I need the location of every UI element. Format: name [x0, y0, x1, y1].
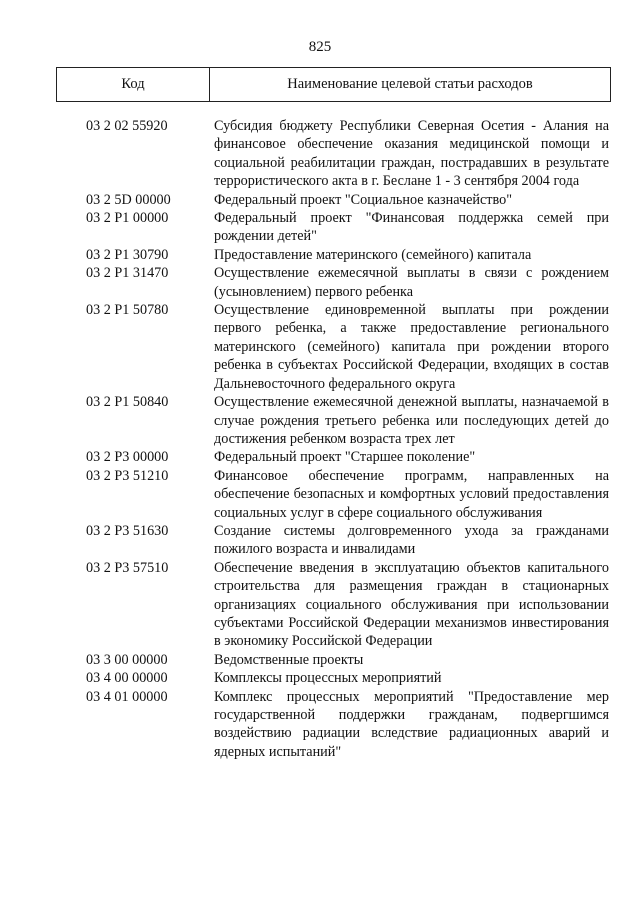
page-number: 825 — [308, 39, 332, 55]
row-code: 03 2 P1 30790 — [86, 246, 169, 263]
header-code: Код — [57, 68, 210, 101]
row-code: 03 4 01 00000 — [86, 688, 168, 705]
row-name: Федеральный проект "Старшее поколение" — [214, 449, 476, 466]
table-row — [56, 559, 611, 651]
row-name: Обеспечение введения в эксплуатацию объектов капитального строительства для размещения граждан в стационарных организациях социального обслуживания при использовании субъектами Российской Федерации механизмов инвестирования в экономику Российской Федерации — [214, 559, 609, 650]
row-code: 03 2 02 55920 — [86, 118, 168, 134]
row-name: Создание системы долговременного ухода за гражданами пожилого возраста и инвалидами — [214, 522, 609, 558]
row-code: 03 2 P1 31470 — [86, 265, 169, 282]
row-name: Федеральный проект "Финансовая поддержка семей при рождении детей" — [214, 210, 609, 245]
row-name: Осуществление ежемесячной выплаты в связи с рождением (усыновлением) первого ребенка — [214, 265, 609, 300]
table-row — [56, 651, 611, 669]
table-row — [56, 117, 611, 191]
row-code: 03 2 P1 00000 — [86, 210, 169, 227]
table-row — [56, 467, 611, 522]
row-name: Субсидия бюджету Республики Северная Осетия - Алания на финансовое обеспечение оказания медицинской помощи и социальной реабилитации граждан, пострадавших в результате террористического акта в г. Беслане 1 - 3 сентября 2004 года — [214, 118, 609, 190]
row-code: 03 2 P3 00000 — [86, 449, 169, 466]
row-code: 03 3 00 00000 — [86, 651, 168, 668]
row-code: 03 2 P1 50840 — [86, 394, 169, 411]
table-row — [56, 688, 611, 762]
table-row — [56, 246, 611, 264]
row-code: 03 2 P3 57510 — [86, 559, 169, 576]
header-name: Наименование целевой статьи расходов — [287, 76, 533, 92]
row-name: Федеральный проект "Социальное казначейство" — [214, 191, 512, 208]
row-name: Ведомственные проекты — [214, 651, 364, 668]
table-row — [56, 191, 611, 209]
table-row — [56, 522, 611, 559]
row-name: Осуществление ежемесячной денежной выплаты, назначаемой в случае рождения третьего ребенка или последующих детей до достижения ребенком возраста трех лет — [214, 394, 609, 447]
row-code: 03 2 P3 51210 — [86, 467, 169, 484]
row-code: 03 2 5D 00000 — [86, 191, 171, 208]
row-name: Предоставление материнского (семейного) капитала — [214, 246, 532, 263]
table-header — [56, 67, 611, 102]
table-row — [56, 393, 611, 448]
row-code: 03 2 P3 51630 — [86, 522, 169, 539]
table-row — [56, 448, 611, 466]
table-body — [56, 117, 611, 761]
row-name: Осуществление единовременной выплаты при рождении первого ребенка, а также предоставление регионального материнского (семейного) капитала при рождении второго ребенка в субъектах Российской Федерации, входящих в состав Дальневосточного федерального округа — [214, 302, 609, 392]
table-row — [56, 264, 611, 301]
table-row — [56, 669, 611, 687]
table-row — [56, 301, 611, 393]
row-name: Комплексы процессных мероприятий — [214, 670, 442, 687]
table-row — [56, 209, 611, 246]
row-code: 03 2 P1 50780 — [86, 302, 169, 319]
row-name: Комплекс процессных мероприятий "Предоставление мер государственной поддержки гражданам, подвергшимся воздействию радиации вследствие радиационных аварий и ядерных испытаний" — [214, 688, 609, 760]
row-name: Финансовое обеспечение программ, направленных на обеспечение безопасных и комфортных условий предоставления социальных услуг в сфере социального обслуживания — [214, 467, 609, 521]
row-code: 03 4 00 00000 — [86, 670, 168, 687]
